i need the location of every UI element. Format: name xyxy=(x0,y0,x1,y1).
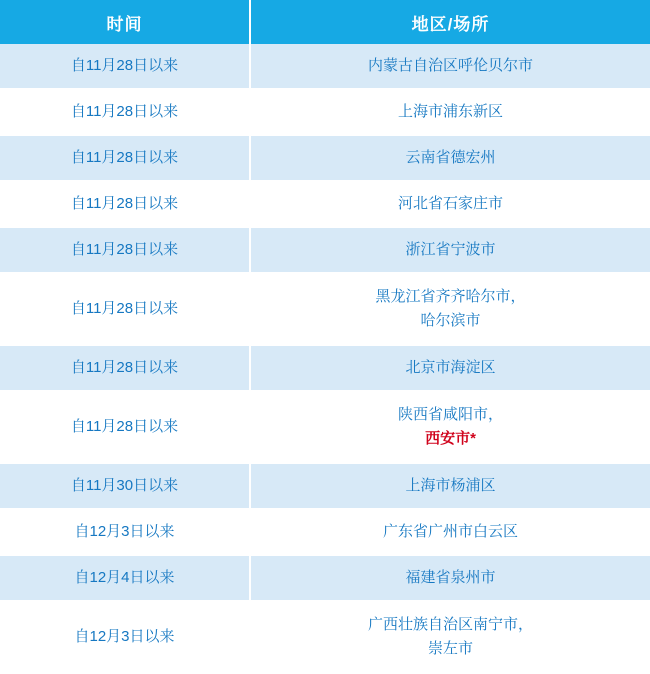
cell-place xyxy=(250,601,650,673)
cell-time: 自11月28日以来 xyxy=(0,391,250,463)
cell-time: 自11月28日以来 xyxy=(0,227,250,273)
cell-time: 自12月4日以来 xyxy=(0,555,250,601)
table-header xyxy=(0,0,650,44)
table-body xyxy=(0,44,650,673)
table-row xyxy=(0,135,650,181)
cell-time: 自11月30日以来 xyxy=(0,463,250,509)
cell-time: 自11月28日以来 xyxy=(0,89,250,135)
table-row xyxy=(0,181,650,227)
cell-time: 自11月28日以来 xyxy=(0,273,250,345)
cell-place xyxy=(250,181,650,227)
cell-place xyxy=(250,44,650,89)
cell-time: 自11月28日以来 xyxy=(0,135,250,181)
table-row xyxy=(0,391,650,463)
cell-place xyxy=(250,89,650,135)
place-line: 内蒙古自治区呼伦贝尔市 xyxy=(367,57,533,74)
place-line: 福建省泉州市 xyxy=(405,569,496,586)
table-row xyxy=(0,463,650,509)
table-row xyxy=(0,509,650,555)
table-row xyxy=(0,601,650,673)
table-row xyxy=(0,273,650,345)
cell-time: 自11月28日以来 xyxy=(0,44,250,89)
cell-time: 自11月28日以来 xyxy=(0,345,250,391)
cell-place xyxy=(250,273,650,345)
place-line: 北京市海淀区 xyxy=(405,359,496,376)
cell-time: 自12月3日以来 xyxy=(0,509,250,555)
cell-place xyxy=(250,227,650,273)
table-header-row xyxy=(0,0,650,44)
table-row xyxy=(0,555,650,601)
place-line: 河北省石家庄市 xyxy=(397,195,503,212)
place-line: 广西壮族自治区南宁市， xyxy=(367,616,533,633)
column-header-place: 地区/场所 xyxy=(250,0,650,44)
place-line: 上海市杨浦区 xyxy=(405,477,496,494)
place-line: 黑龙江省齐齐哈尔市， xyxy=(375,288,526,305)
table-row xyxy=(0,345,650,391)
cell-place xyxy=(250,463,650,509)
cell-place xyxy=(250,555,650,601)
column-header-time: 时间 xyxy=(0,0,250,44)
place-line: 陕西省咸阳市， xyxy=(397,406,503,423)
cell-place xyxy=(250,135,650,181)
cell-place xyxy=(250,509,650,555)
place-line: 广东省广州市白云区 xyxy=(382,523,518,540)
table-row xyxy=(0,227,650,273)
place-line: 哈尔滨市 xyxy=(420,312,481,329)
place-line: 浙江省宁波市 xyxy=(405,241,496,258)
table-row xyxy=(0,89,650,135)
table-row xyxy=(0,44,650,89)
place-line: 崇左市 xyxy=(427,640,473,657)
cell-place xyxy=(250,345,650,391)
place-line: 上海市浦东新区 xyxy=(397,103,503,120)
place-line-highlighted: 西安市* xyxy=(425,430,476,447)
cell-time: 自11月28日以来 xyxy=(0,181,250,227)
place-line: 云南省德宏州 xyxy=(405,149,496,166)
cell-time: 自12月3日以来 xyxy=(0,601,250,673)
cell-place xyxy=(250,391,650,463)
